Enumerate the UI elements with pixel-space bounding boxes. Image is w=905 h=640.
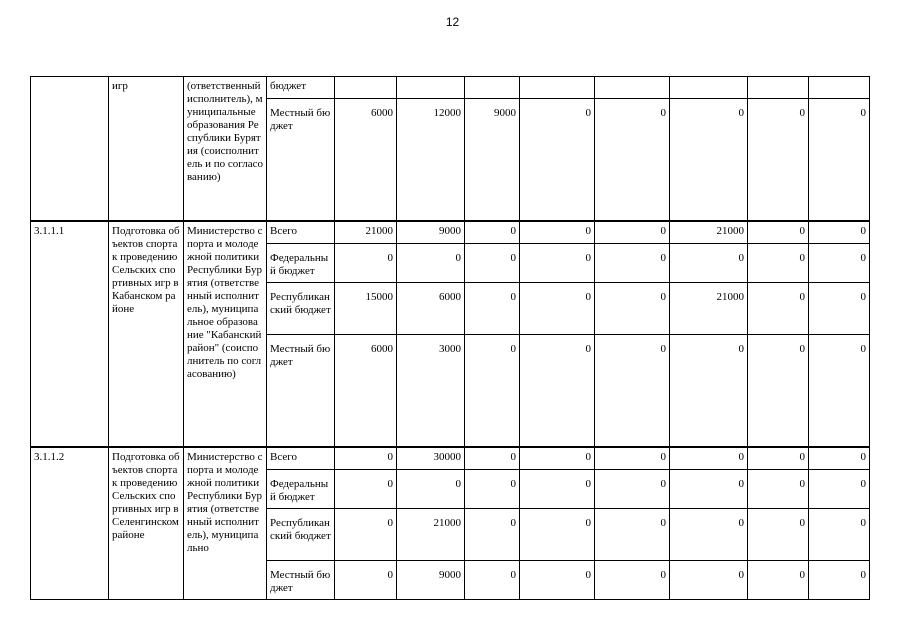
- amount-cell: 0: [520, 470, 595, 509]
- amount-cell: 0: [809, 447, 870, 470]
- amount-cell: 0: [595, 509, 670, 561]
- amount-cell: 0: [335, 244, 397, 283]
- amount-cell: 0: [748, 99, 809, 221]
- amount-cell: [465, 77, 520, 99]
- budget-table: [30, 76, 870, 600]
- amount-cell: 0: [748, 509, 809, 561]
- funding-source: Федеральный бюджет: [267, 244, 335, 283]
- amount-cell: 0: [670, 447, 748, 470]
- amount-cell: 0: [809, 509, 870, 561]
- amount-cell: 0: [520, 99, 595, 221]
- funding-source: Всего: [267, 447, 335, 470]
- amount-cell: 0: [520, 561, 595, 600]
- row-name: Подготовка объектов спорта к проведению Сельских спортивных игр в Кабанском районе: [109, 221, 184, 447]
- amount-cell: 0: [748, 561, 809, 600]
- amount-cell: [335, 77, 397, 99]
- amount-cell: 0: [748, 244, 809, 283]
- amount-cell: 0: [335, 561, 397, 600]
- funding-source: Местный бюджет: [267, 561, 335, 600]
- amount-cell: 6000: [397, 283, 465, 335]
- row-executor: Министерство спорта и молодежной политики Республики Бурятия (ответственный исполнитель), муниципально: [184, 447, 267, 600]
- amount-cell: 0: [809, 470, 870, 509]
- amount-cell: 0: [809, 99, 870, 221]
- amount-cell: 12000: [397, 99, 465, 221]
- amount-cell: 0: [809, 244, 870, 283]
- row-code: 3.1.1.2: [31, 447, 109, 600]
- amount-cell: 6000: [335, 335, 397, 447]
- amount-cell: 0: [335, 447, 397, 470]
- amount-cell: 0: [465, 470, 520, 509]
- funding-source: Республиканский бюджет: [267, 283, 335, 335]
- amount-cell: 21000: [670, 283, 748, 335]
- amount-cell: 0: [670, 561, 748, 600]
- amount-cell: 0: [465, 283, 520, 335]
- row-name: Подготовка объектов спорта к проведению Сельских спортивных игр в Селенгинском районе: [109, 447, 184, 600]
- amount-cell: 9000: [465, 99, 520, 221]
- amount-cell: 0: [809, 335, 870, 447]
- table-row: [31, 447, 870, 470]
- row-code: 3.1.1.1: [31, 221, 109, 447]
- amount-cell: 0: [520, 283, 595, 335]
- table-body: [31, 77, 870, 600]
- amount-cell: 21000: [397, 509, 465, 561]
- amount-cell: 0: [748, 447, 809, 470]
- amount-cell: 0: [397, 470, 465, 509]
- amount-cell: 0: [670, 470, 748, 509]
- amount-cell: 0: [809, 561, 870, 600]
- amount-cell: 0: [520, 447, 595, 470]
- amount-cell: [748, 77, 809, 99]
- amount-cell: 0: [595, 221, 670, 244]
- amount-cell: 0: [335, 509, 397, 561]
- amount-cell: 0: [465, 447, 520, 470]
- amount-cell: 0: [595, 99, 670, 221]
- amount-cell: 0: [465, 509, 520, 561]
- amount-cell: [595, 77, 670, 99]
- amount-cell: 0: [595, 561, 670, 600]
- amount-cell: 0: [595, 447, 670, 470]
- amount-cell: 0: [809, 283, 870, 335]
- amount-cell: 6000: [335, 99, 397, 221]
- amount-cell: [397, 77, 465, 99]
- amount-cell: 0: [465, 561, 520, 600]
- amount-cell: 0: [520, 221, 595, 244]
- amount-cell: 0: [335, 470, 397, 509]
- row-name: игр: [109, 77, 184, 221]
- amount-cell: 0: [465, 221, 520, 244]
- amount-cell: 3000: [397, 335, 465, 447]
- amount-cell: 0: [465, 244, 520, 283]
- funding-source: Республиканский бюджет: [267, 509, 335, 561]
- amount-cell: 9000: [397, 561, 465, 600]
- table-row: [31, 77, 870, 99]
- amount-cell: 0: [595, 283, 670, 335]
- amount-cell: 15000: [335, 283, 397, 335]
- amount-cell: 0: [520, 244, 595, 283]
- amount-cell: 0: [748, 335, 809, 447]
- amount-cell: 0: [397, 244, 465, 283]
- amount-cell: 0: [670, 244, 748, 283]
- amount-cell: [670, 77, 748, 99]
- row-executor: Министерство спорта и молодежной политики Республики Бурятия (ответственный исполнитель), муниципальное образование "Кабанский район" (соисполнитель по согласованию): [184, 221, 267, 447]
- funding-source: Федеральный бюджет: [267, 470, 335, 509]
- amount-cell: 0: [465, 335, 520, 447]
- table-row: [31, 221, 870, 244]
- amount-cell: 0: [520, 509, 595, 561]
- amount-cell: 0: [670, 99, 748, 221]
- amount-cell: 0: [748, 283, 809, 335]
- amount-cell: 0: [748, 221, 809, 244]
- amount-cell: [809, 77, 870, 99]
- amount-cell: 0: [595, 335, 670, 447]
- amount-cell: [520, 77, 595, 99]
- amount-cell: 9000: [397, 221, 465, 244]
- page-number: 12: [445, 15, 460, 29]
- amount-cell: 21000: [335, 221, 397, 244]
- amount-cell: 0: [809, 221, 870, 244]
- funding-source: Местный бюджет: [267, 99, 335, 221]
- funding-source: бюджет: [267, 77, 335, 99]
- amount-cell: 0: [595, 470, 670, 509]
- row-code: [31, 77, 109, 221]
- funding-source: Местный бюджет: [267, 335, 335, 447]
- row-executor: (ответственный исполнитель), муниципальные образования Республики Бурятия (соисполнитель и по согласованию): [184, 77, 267, 221]
- amount-cell: 0: [595, 244, 670, 283]
- amount-cell: 30000: [397, 447, 465, 470]
- funding-source: Всего: [267, 221, 335, 244]
- amount-cell: 0: [670, 509, 748, 561]
- amount-cell: 0: [520, 335, 595, 447]
- amount-cell: 0: [748, 470, 809, 509]
- amount-cell: 0: [670, 335, 748, 447]
- amount-cell: 21000: [670, 221, 748, 244]
